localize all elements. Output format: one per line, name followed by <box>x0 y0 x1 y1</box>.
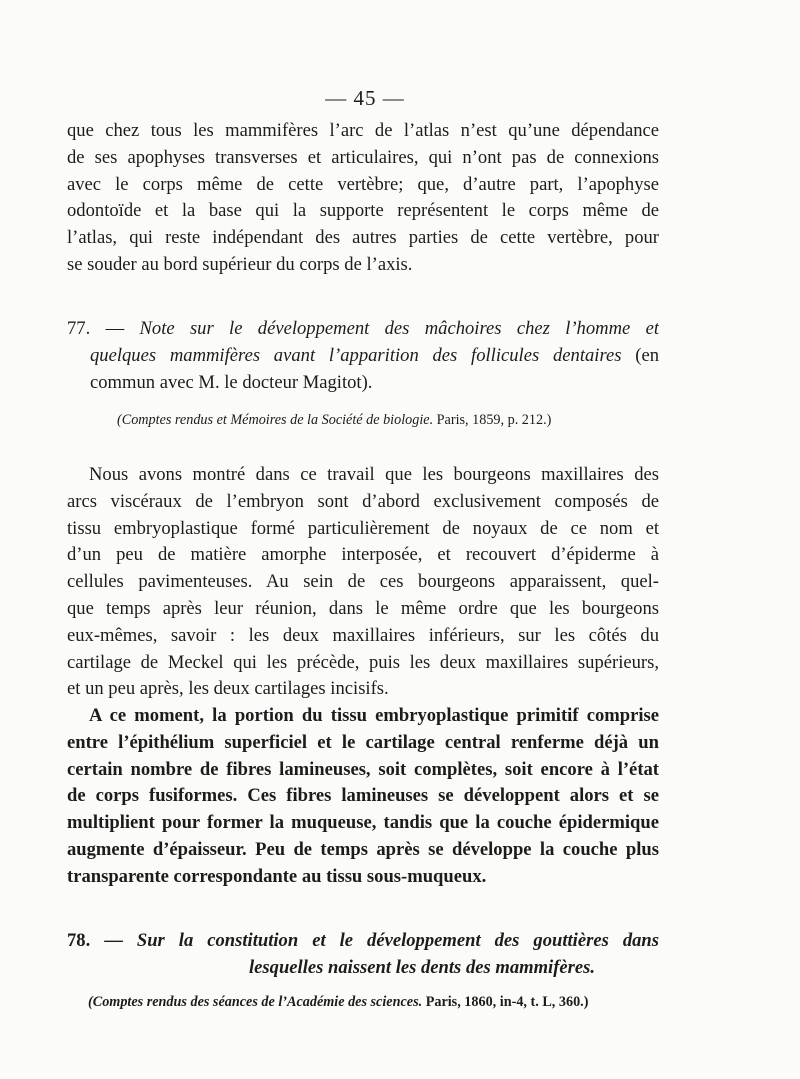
text-line: avec le corps même de cette vertèbre; que, d’autre part, l’apophyse <box>67 173 659 195</box>
entry-77-paragraph-2 <box>67 703 659 891</box>
text-line: multiplient pour former la muqueuse, tandis que la couche épidermique <box>67 812 659 834</box>
entry-78-title-line <box>67 955 659 982</box>
entry-78-source <box>88 994 588 1011</box>
text-line: tissu embryoplastique formé particulièrement de noyaux de ce nom et <box>67 517 659 539</box>
entry-77-paragraph-1 <box>67 462 659 703</box>
page-number: — 45 — <box>325 86 405 110</box>
text-line: Nous avons montré dans ce travail que les bourgeons maxillaires des <box>89 464 659 485</box>
entry-78-number: 78. — <box>67 930 123 951</box>
entry-77-heading <box>67 316 659 396</box>
entry-78-title-part: Sur la constitution et le développement des gouttières dans <box>136 930 659 951</box>
entry-78-source-details: Paris, 1860, in-4, t. L, 360.) <box>425 994 589 1010</box>
entry-77-title-line: commun avec M. le docteur Magitot). <box>90 371 373 393</box>
text-line: transparente correspondante au tissu sous-muqueux. <box>67 865 487 887</box>
entry-77-title-line <box>67 343 659 370</box>
text-line: de ses apophyses transverses et articulaires, qui n’ont pas de connexions <box>67 146 659 168</box>
text-line: que temps après leur réunion, dans le même ordre que les bourgeons <box>67 597 659 619</box>
text-line: odontoïde et la base qui la supporte représentent le corps même de <box>67 200 659 222</box>
entry-77-source-journal: (Comptes rendus et Mémoires de la Société de biologie. <box>117 412 434 428</box>
text-line: arcs viscéraux de l’embryon sont d’abord exclusivement composés de <box>67 490 659 512</box>
text-line: et un peu après, les deux cartilages incisifs. <box>67 678 389 700</box>
text-line: entre l’épithélium superficiel et le cartilage central renferme déjà un <box>67 731 659 753</box>
entry-77-title-line <box>67 316 659 343</box>
text-line: cellules pavimenteuses. Au sein de ces bourgeons apparaissent, quel- <box>67 571 659 593</box>
text-line: se souder au bord supérieur du corps de l’axis. <box>67 253 413 275</box>
text-line: de corps fusiformes. Ces fibres lamineuses se développent alors et se <box>67 785 659 807</box>
entry-78-heading <box>67 928 659 982</box>
text-line: cartilage de Meckel qui les précède, puis les deux maxillaires supérieurs, <box>67 651 659 673</box>
entry-78-title-part: lesquelles naissent les dents des mammifères. <box>249 956 596 978</box>
text-line: augmente d’épaisseur. Peu de temps après se développe la couche plus <box>67 838 659 860</box>
entry-77-number: 77. — <box>67 318 125 339</box>
entry-77-source <box>117 412 551 429</box>
text-line: l’atlas, qui reste indépendant des autres parties de cette vertèbre, pour <box>67 227 659 249</box>
entry-78-source-journal: (Comptes rendus des séances de l’Académie des sciences. <box>88 994 423 1010</box>
entry-77-title-part: quelques mammifères avant l’apparition des follicules dentaires <box>90 344 622 366</box>
text-line: que chez tous les mammifères l’arc de l’atlas n’est qu’une dépendance <box>67 120 659 141</box>
entry-78-title-line <box>67 928 659 955</box>
text-line: d’un peu de matière amorphe interposée, et recouvert d’épiderme à <box>67 544 659 566</box>
intro-paragraph <box>67 118 659 279</box>
text-line: A ce moment, la portion du tissu embryoplastique primitif comprise <box>89 705 659 726</box>
entry-77-title-part: Note sur le développement des mâchoires chez l’homme et <box>139 318 659 339</box>
text-line: eux-mêmes, savoir : les deux maxillaires inférieurs, sur les côtés du <box>67 624 659 646</box>
entry-77-title-part: (en <box>635 344 659 366</box>
text-line: certain nombre de fibres lamineuses, soit complètes, soit encore à l’état <box>67 758 659 780</box>
entry-77-source-details: Paris, 1859, p. 212.) <box>436 412 552 428</box>
